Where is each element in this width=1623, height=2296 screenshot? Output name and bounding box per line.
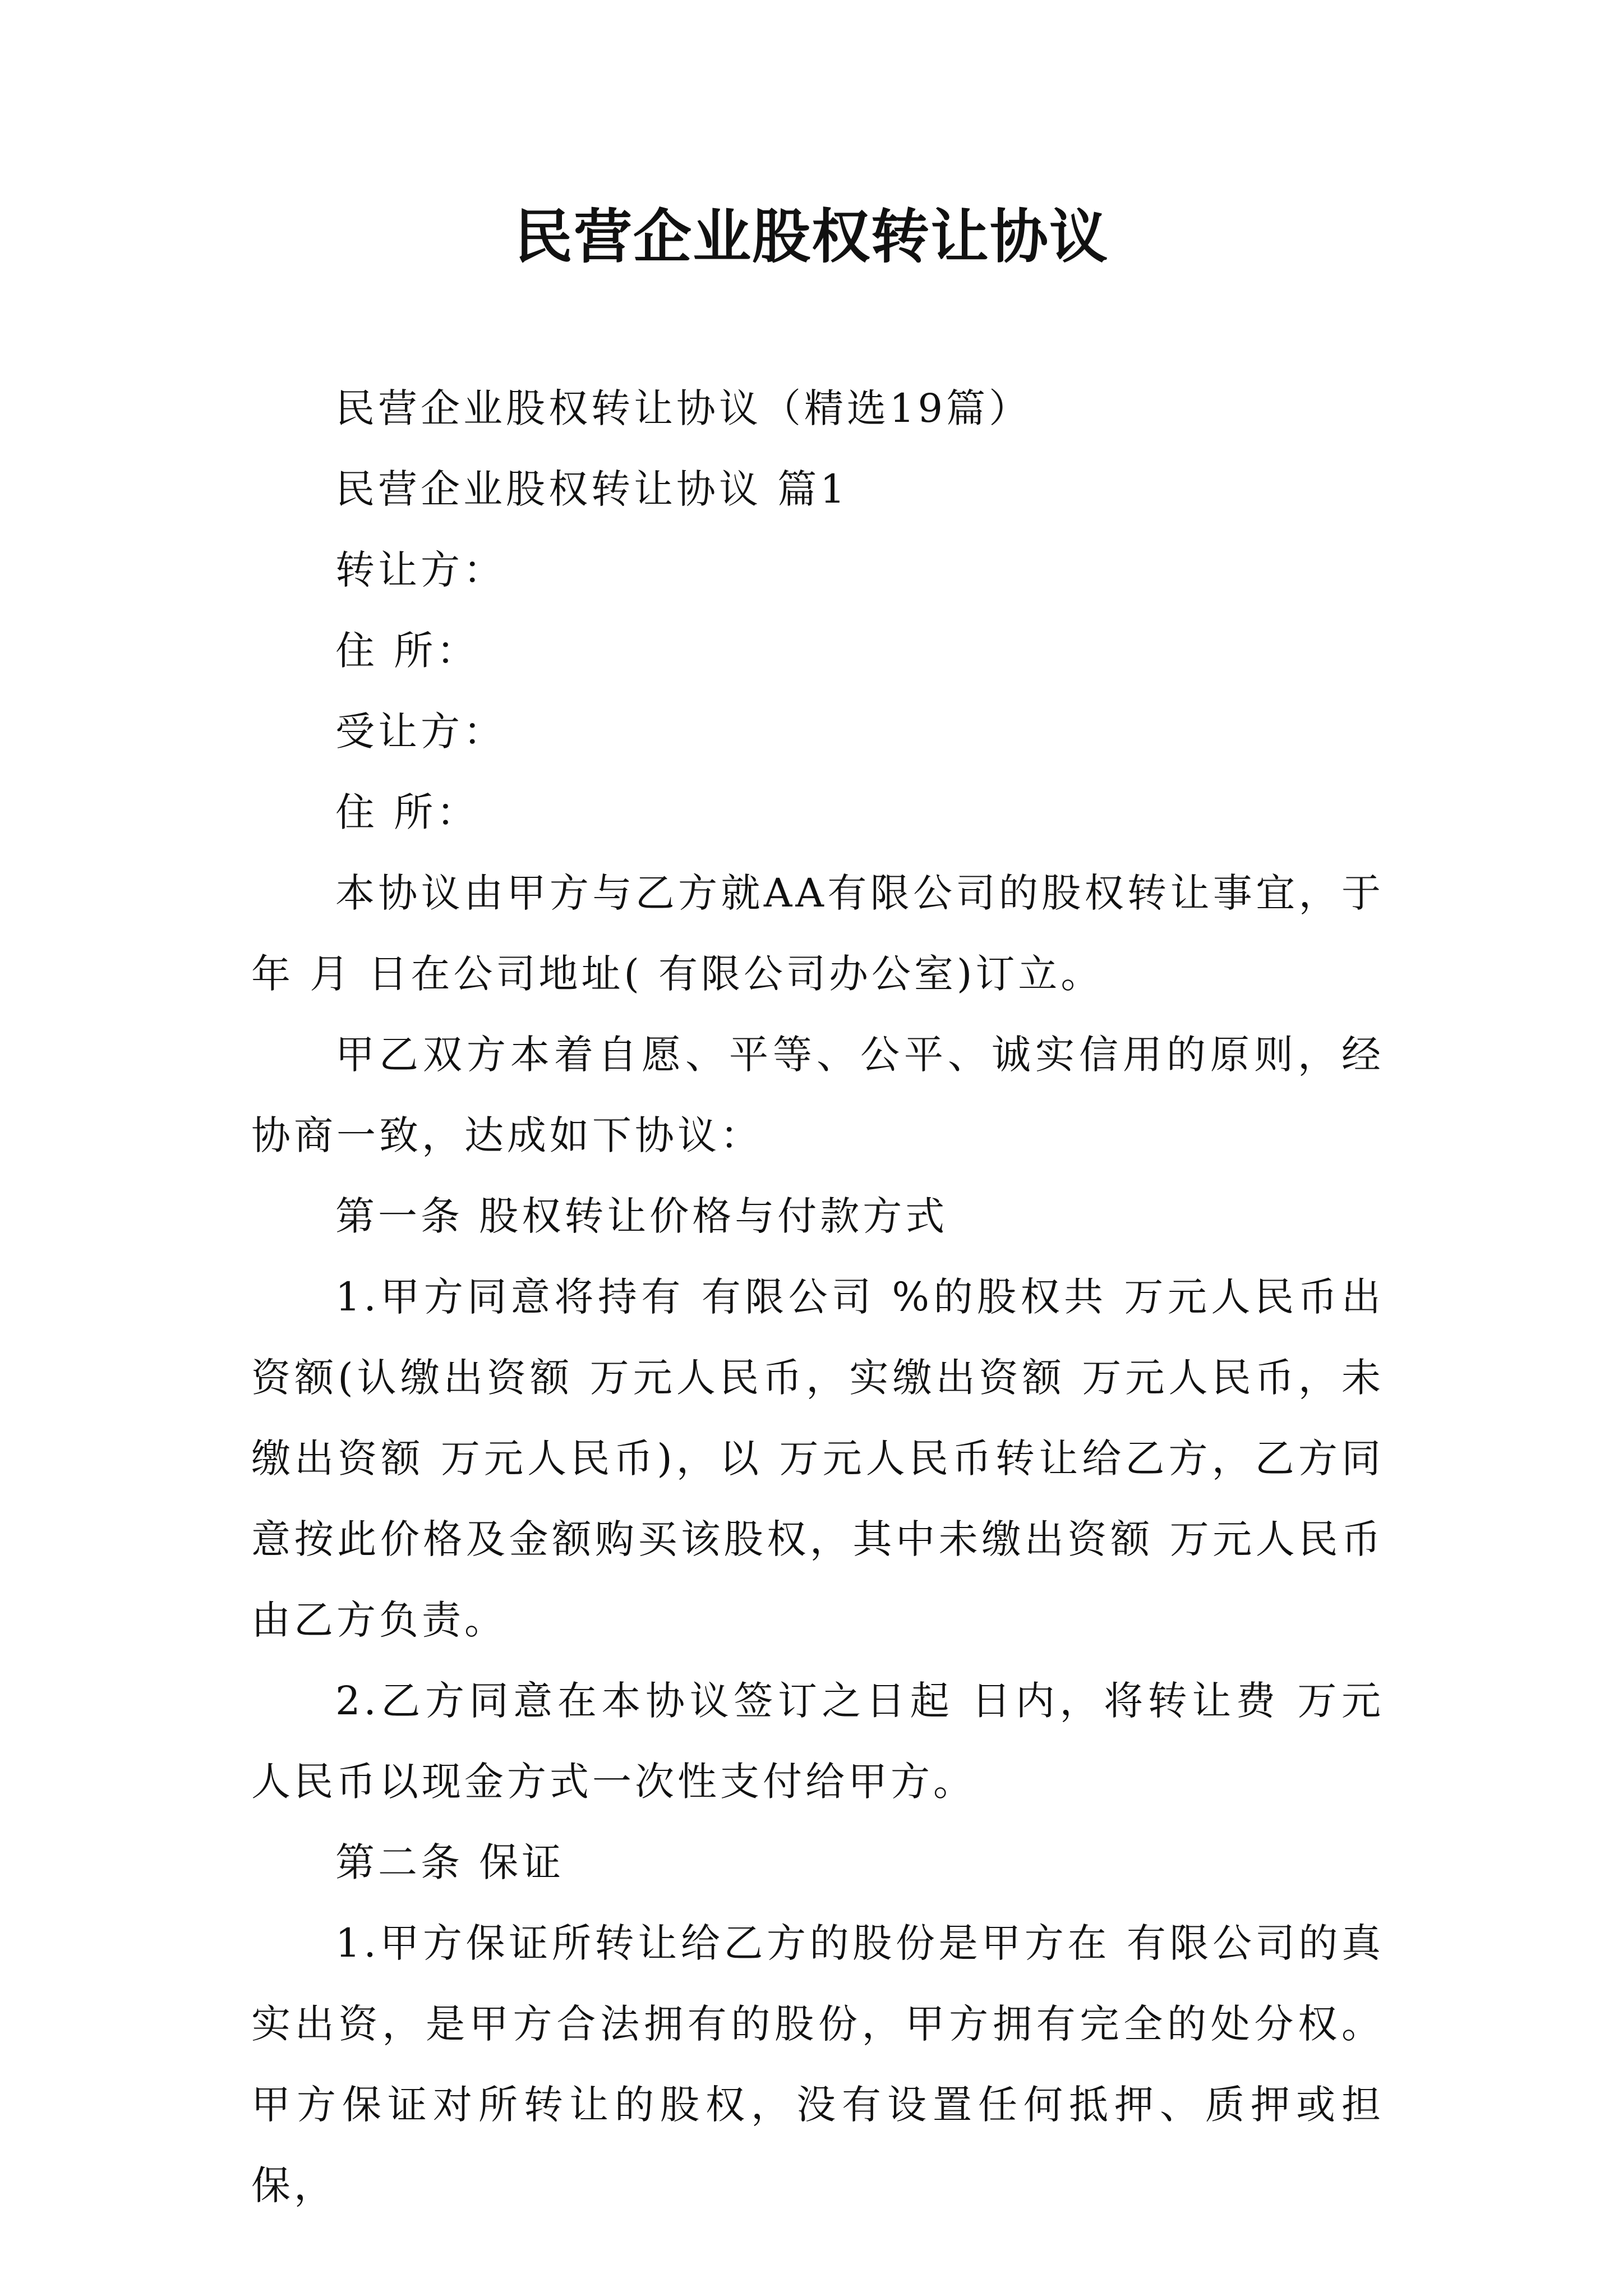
paragraph-transferor: 转让方：	[335, 547, 506, 593]
paragraph-agreement-intro: 本协议由甲方与乙方就AA有限公司的股权转让事宜，于 年 月 日在公司地址( 有限公司办公室)订立。	[251, 870, 1400, 997]
paragraph-chapter-heading: 民营企业股权转让协议 篇1	[335, 466, 849, 512]
paragraph-principles: 甲乙双方本着自愿、平等、公平、诚实信用的原则，经协商一致，达成如下协议：	[251, 1032, 1384, 1158]
paragraph-article-1-heading: 第一条 股权转让价格与付款方式	[335, 1193, 948, 1239]
paragraph-collection-heading: 民营企业股权转让协议（精选19篇）	[335, 385, 1032, 431]
paragraph-article-2-heading: 第二条 保证	[335, 1839, 565, 1885]
document-body	[251, 368, 1400, 2226]
paragraph-article-1-clause-2: 2.乙方同意在本协议签订之日起 日内，将转让费 万元人民币以现金方式一次性支付给甲方。	[251, 1678, 1384, 1805]
paragraph-transferee-address: 住 所：	[335, 789, 479, 835]
document-title: 民营企业股权转让协议	[514, 203, 1109, 271]
paragraph-transferor-address: 住 所：	[335, 628, 479, 674]
paragraph-transferee: 受让方：	[335, 708, 506, 754]
paragraph-article-1-clause-1: 1.甲方同意将持有 有限公司 %的股权共 万元人民币出资额(认缴出资额 万元人民币，实缴出资额 万元人民币，未缴出资额 万元人民币)，以 万元人民币转让给乙方，乙方同意按此价格及金额购买该股权，其中未缴出资额 万元人民币由乙方负责。	[251, 1274, 1384, 1643]
paragraph-article-2-clause-1: 1.甲方保证所转让给乙方的股份是甲方在 有限公司的真实出资，是甲方合法拥有的股份，甲方拥有完全的处分权。甲方保证对所转让的股权，没有设置任何抵押、质押或担保，	[251, 1920, 1384, 2208]
